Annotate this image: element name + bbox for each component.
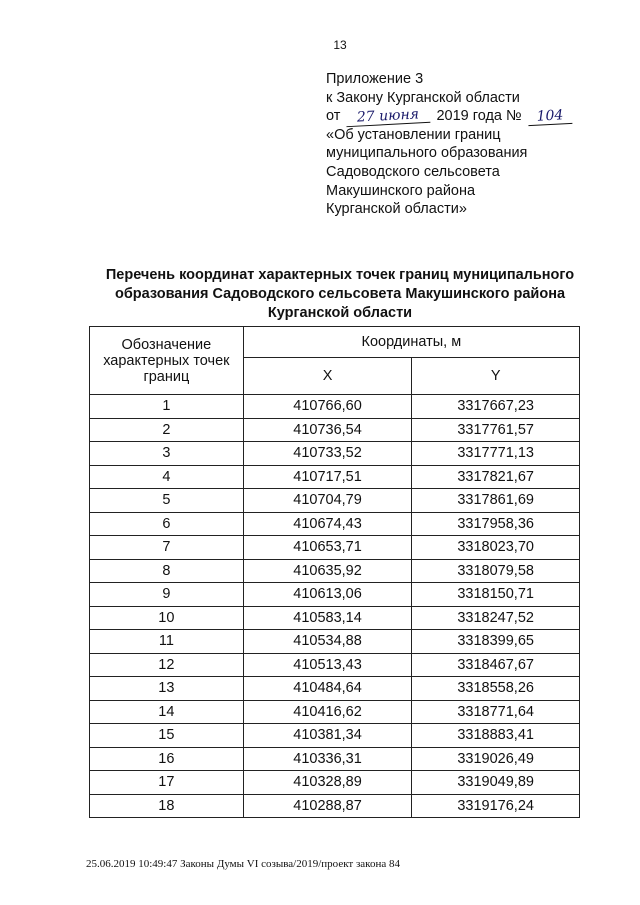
header-x: X — [243, 358, 412, 395]
table-row — [90, 630, 580, 654]
law-title-line: Курганской области» — [326, 201, 467, 218]
appendix-law-reference: к Закону Курганской области — [326, 89, 520, 106]
year-text: 2019 года № — [436, 108, 522, 125]
y-coordinate-cell: 3318079,58 — [412, 559, 580, 583]
document-title-line: образования Садоводского сельсовета Макушинского района — [114, 286, 566, 302]
y-coordinate-cell: 3317771,13 — [412, 442, 580, 466]
point-number-cell: 9 — [90, 583, 244, 607]
header-point-label: Обозначение характерных точек границ — [103, 336, 230, 385]
handwritten-date: 27 июня — [346, 106, 431, 127]
law-title-line: «Об установлении границ — [326, 126, 501, 143]
point-number-cell: 10 — [90, 606, 244, 630]
point-number-cell: 13 — [90, 677, 244, 701]
x-coordinate-cell: 410484,64 — [243, 677, 412, 701]
table-row — [90, 418, 580, 442]
x-coordinate-cell: 410717,51 — [243, 465, 412, 489]
document-title-line: Перечень координат характерных точек границ муниципального — [105, 267, 575, 283]
x-coordinate-cell: 410736,54 — [243, 418, 412, 442]
table-row — [90, 442, 580, 466]
table-row — [90, 512, 580, 536]
table-row — [90, 395, 580, 419]
x-coordinate-cell: 410513,43 — [243, 653, 412, 677]
y-coordinate-cell: 3319049,89 — [412, 771, 580, 795]
point-number-cell: 16 — [90, 747, 244, 771]
date-prefix: от — [326, 108, 341, 125]
x-coordinate-cell: 410674,43 — [243, 512, 412, 536]
y-coordinate-cell: 3318023,70 — [412, 536, 580, 560]
y-coordinate-cell: 3318150,71 — [412, 583, 580, 607]
law-title-line: Садоводского сельсовета — [326, 163, 500, 180]
appendix-date-line — [326, 107, 572, 126]
table-row — [90, 700, 580, 724]
table-row — [90, 653, 580, 677]
point-number-cell: 17 — [90, 771, 244, 795]
document-title — [60, 266, 620, 323]
x-coordinate-cell: 410416,62 — [243, 700, 412, 724]
y-coordinate-cell: 3317861,69 — [412, 489, 580, 513]
point-number-cell: 12 — [90, 653, 244, 677]
x-coordinate-cell: 410653,71 — [243, 536, 412, 560]
point-number-cell: 4 — [90, 465, 244, 489]
y-coordinate-cell: 3318883,41 — [412, 724, 580, 748]
x-coordinate-cell: 410766,60 — [243, 395, 412, 419]
point-number-cell: 11 — [90, 630, 244, 654]
point-number-cell: 15 — [90, 724, 244, 748]
point-number-cell: 18 — [90, 794, 244, 818]
point-number-cell: 7 — [90, 536, 244, 560]
y-coordinate-cell: 3317958,36 — [412, 512, 580, 536]
y-coordinate-cell: 3318247,52 — [412, 606, 580, 630]
table-row — [90, 794, 580, 818]
y-coordinate-cell: 3317761,57 — [412, 418, 580, 442]
x-coordinate-cell: 410534,88 — [243, 630, 412, 654]
x-coordinate-cell: 410635,92 — [243, 559, 412, 583]
x-coordinate-cell: 410328,89 — [243, 771, 412, 795]
point-number-cell: 1 — [90, 395, 244, 419]
x-coordinate-cell: 410613,06 — [243, 583, 412, 607]
law-title-line: муниципального образования — [326, 145, 528, 162]
point-number-cell: 3 — [90, 442, 244, 466]
handwritten-law-number: 104 — [527, 107, 572, 126]
table-row — [90, 724, 580, 748]
x-coordinate-cell: 410704,79 — [243, 489, 412, 513]
table-row — [90, 465, 580, 489]
header-point-designation — [90, 327, 244, 395]
appendix-header — [326, 70, 572, 219]
table-row — [90, 536, 580, 560]
appendix-label: Приложение 3 — [326, 71, 424, 87]
y-coordinate-cell: 3318558,26 — [412, 677, 580, 701]
page-number: 13 — [333, 38, 347, 52]
table-row — [90, 559, 580, 583]
table-body — [90, 395, 580, 818]
header-y: Y — [412, 358, 580, 395]
y-coordinate-cell: 3318399,65 — [412, 630, 580, 654]
document-title-line: Курганской области — [267, 305, 413, 321]
x-coordinate-cell: 410583,14 — [243, 606, 412, 630]
table-row — [90, 583, 580, 607]
y-coordinate-cell: 3317667,23 — [412, 395, 580, 419]
footer-timestamp: 25.06.2019 10:49:47 Законы Думы VI созыва/2019/проект закона 84 — [86, 858, 400, 870]
y-coordinate-cell: 3317821,67 — [412, 465, 580, 489]
table-row — [90, 606, 580, 630]
point-number-cell: 6 — [90, 512, 244, 536]
table-row — [90, 489, 580, 513]
y-coordinate-cell: 3318771,64 — [412, 700, 580, 724]
y-coordinate-cell: 3318467,67 — [412, 653, 580, 677]
law-title-line: Макушинского района — [326, 182, 476, 199]
x-coordinate-cell: 410336,31 — [243, 747, 412, 771]
table-row — [90, 677, 580, 701]
header-coordinates: Координаты, м — [243, 327, 579, 358]
point-number-cell: 8 — [90, 559, 244, 583]
table-row — [90, 771, 580, 795]
x-coordinate-cell: 410381,34 — [243, 724, 412, 748]
y-coordinate-cell: 3319026,49 — [412, 747, 580, 771]
point-number-cell: 5 — [90, 489, 244, 513]
point-number-cell: 2 — [90, 418, 244, 442]
table-row — [90, 747, 580, 771]
y-coordinate-cell: 3319176,24 — [412, 794, 580, 818]
x-coordinate-cell: 410288,87 — [243, 794, 412, 818]
coordinates-table — [89, 326, 580, 818]
x-coordinate-cell: 410733,52 — [243, 442, 412, 466]
point-number-cell: 14 — [90, 700, 244, 724]
